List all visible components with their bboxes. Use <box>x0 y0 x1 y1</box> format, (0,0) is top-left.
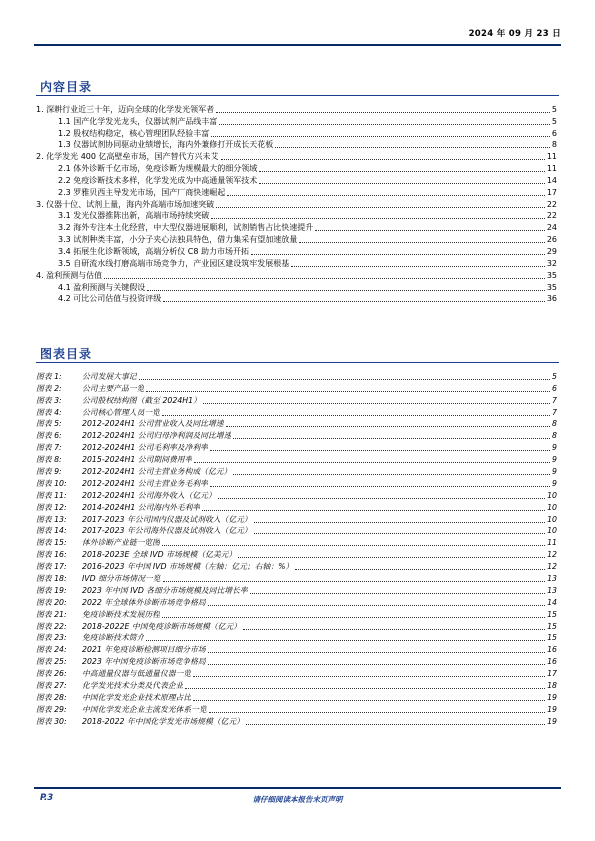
figure-title: 公司主要产品一览 <box>82 383 145 393</box>
toc-dot-leader <box>275 147 550 148</box>
page-number: P.3 <box>40 793 54 803</box>
figure-entry-text <box>36 384 144 394</box>
header-rule <box>34 44 561 46</box>
toc-entry-text: 4.1 盈利预测与关键假设 <box>58 282 146 292</box>
figure-label: 图表 1: <box>36 371 62 381</box>
figure-title: 公司股权结构图（截至 2024H1） <box>82 395 201 405</box>
figure-page-number: 19 <box>547 692 557 702</box>
figure-page-number: 6 <box>552 383 557 393</box>
figure-dot-leader <box>254 522 545 523</box>
toc-page-number: 11 <box>546 152 557 162</box>
figure-entry[interactable] <box>36 632 557 644</box>
disclaimer-note: 请仔细阅读本报告末页声明 <box>252 795 343 804</box>
figure-dot-leader <box>208 605 545 606</box>
toc-title-rule <box>36 95 559 96</box>
figure-label: 图表 29: <box>36 704 67 714</box>
toc-dot-leader <box>216 112 550 113</box>
figure-dot-leader <box>208 664 545 665</box>
figure-title: 2012-2024H1 公司主营业务构成（亿元） <box>82 467 232 477</box>
figure-entry-text <box>36 455 192 465</box>
figure-title: 公司发展大事记 <box>82 371 137 381</box>
figure-entry-text <box>36 574 161 584</box>
toc-title: 内容目录 <box>40 80 93 94</box>
figure-entry-text <box>36 586 248 596</box>
figure-dot-leader <box>162 617 545 618</box>
figure-dot-leader <box>162 545 545 546</box>
figure-label: 图表 30: <box>36 716 67 726</box>
toc-dot-leader <box>211 136 550 137</box>
toc-dot-leader <box>216 207 545 208</box>
figure-title: 公司核心管理人员一览 <box>82 407 160 417</box>
figure-label: 图表 21: <box>36 609 67 619</box>
toc-entry-text: 2.3 罗雅贝西主导发光市场，国产厂商快速崛起 <box>58 187 226 197</box>
toc-entry[interactable] <box>36 293 557 305</box>
toc-entry[interactable] <box>36 162 557 174</box>
toc-entry-text: 1.1 国产化学发光龙头，仪器试剂产品线丰富 <box>58 116 218 126</box>
figure-label: 图表 23: <box>36 633 67 643</box>
figure-entry[interactable] <box>36 572 557 584</box>
figure-page-number: 14 <box>547 597 557 607</box>
figure-title: 体外诊断产业链一览图 <box>82 538 160 548</box>
figure-dot-leader <box>254 533 545 534</box>
figure-title: 化学发光技术分类及代表企业 <box>82 681 184 691</box>
figure-label: 图表 12: <box>36 502 67 512</box>
toc-entry-text: 3. 仪器十位、试剂上量，海内外高端市场加速突破 <box>36 199 215 209</box>
figure-dot-leader <box>146 640 545 641</box>
figure-title: 中国化学发光企业主流发光体系一览 <box>82 704 207 714</box>
figure-dot-leader <box>146 391 550 392</box>
toc-page-number: 22 <box>546 199 557 209</box>
figure-entry[interactable] <box>36 465 557 477</box>
figure-entry-text <box>36 610 160 620</box>
figure-label: 图表 16: <box>36 550 67 560</box>
figure-title: 2018-2023E 全球 IVD 市场规模（亿美元） <box>82 550 237 560</box>
figure-dot-leader <box>203 403 550 404</box>
figure-label: 图表 14: <box>36 526 67 536</box>
toc-dot-leader <box>299 242 545 243</box>
figure-page-number: 15 <box>547 609 557 619</box>
figure-entry[interactable] <box>36 477 557 489</box>
figure-page-number: 9 <box>552 478 557 488</box>
toc-dot-leader <box>104 278 545 279</box>
toc-entry[interactable] <box>36 233 557 245</box>
figure-title: 2022 年全球体外诊断市场竞争格局 <box>82 597 206 607</box>
figure-entry-text <box>36 598 206 608</box>
figure-dot-leader <box>250 593 545 594</box>
figure-entry[interactable] <box>36 370 557 382</box>
figure-entry[interactable] <box>36 429 557 441</box>
figure-page-number: 12 <box>547 550 557 560</box>
toc-dot-leader <box>221 159 545 160</box>
figure-entry-text <box>36 550 236 560</box>
figure-title: 2017-2023 年公司国内仪器及试剂收入（亿元） <box>82 514 252 524</box>
report-date: 2024 年 09 月 23 日 <box>468 29 561 39</box>
toc-entry[interactable] <box>36 103 557 115</box>
figure-page-number: 10 <box>547 502 557 512</box>
figure-title: 2012-2024H1 公司毛利率及净利率 <box>82 443 208 453</box>
figure-title: IVD 细分市场情况一览 <box>82 574 161 584</box>
figure-label: 图表 20: <box>36 597 67 607</box>
figure-page-number: 16 <box>547 657 557 667</box>
figure-entry-text <box>36 717 244 727</box>
toc-entry[interactable] <box>36 127 557 139</box>
figure-dot-leader <box>194 462 550 463</box>
toc-entry[interactable] <box>36 245 557 257</box>
figure-entry[interactable] <box>36 608 557 620</box>
toc-entry[interactable] <box>36 186 557 198</box>
figure-label: 图表 3: <box>36 395 62 405</box>
figure-dot-leader <box>243 629 545 630</box>
figure-page-number: 9 <box>552 443 557 453</box>
figure-entry-text <box>36 467 231 477</box>
toc-dot-leader <box>163 301 545 302</box>
figure-entry[interactable] <box>36 382 557 394</box>
toc-page-number: 35 <box>546 282 557 292</box>
figure-page-number: 10 <box>547 526 557 536</box>
figure-page-number: 9 <box>552 455 557 465</box>
toc-entry[interactable] <box>36 210 557 222</box>
figure-entry-text <box>36 645 206 655</box>
toc-dot-leader <box>259 171 545 172</box>
figure-entry[interactable] <box>36 418 557 430</box>
toc-dot-leader <box>259 183 545 184</box>
figure-label: 图表 22: <box>36 621 67 631</box>
figure-title: 2012-2024H1 公司海外收入（亿元） <box>82 490 216 500</box>
figure-label: 图表 26: <box>36 669 67 679</box>
figure-dot-leader <box>233 474 550 475</box>
figure-dot-leader <box>193 676 545 677</box>
figure-label: 图表 10: <box>36 478 67 488</box>
figure-page-number: 8 <box>552 431 557 441</box>
figure-entry-text <box>36 372 137 382</box>
figure-page-number: 10 <box>547 514 557 524</box>
figure-label: 图表 5: <box>36 419 62 429</box>
figure-dot-leader <box>162 415 550 416</box>
figure-title: 中高通量仪器与低通量仪器一览 <box>82 669 192 679</box>
figure-label: 图表 7: <box>36 443 62 453</box>
toc-entry[interactable] <box>36 281 557 293</box>
figure-entry-text <box>36 669 191 679</box>
figure-entry[interactable] <box>36 715 557 727</box>
toc-page-number: 11 <box>546 164 557 174</box>
figures-title-rule <box>36 362 559 363</box>
figure-entry-text <box>36 419 224 429</box>
toc-list <box>36 103 557 304</box>
figure-page-number: 19 <box>547 704 557 714</box>
figure-title: 2018-2022E 中国免疫诊断市场规模（亿元） <box>82 621 242 631</box>
figure-dot-leader <box>226 426 550 427</box>
figure-dot-leader <box>185 688 545 689</box>
figure-entry-text <box>36 479 208 489</box>
figure-page-number: 17 <box>547 669 557 679</box>
figure-page-number: 11 <box>547 538 557 548</box>
figure-entry[interactable] <box>36 489 557 501</box>
figure-entry[interactable] <box>36 584 557 596</box>
figure-entry[interactable] <box>36 691 557 703</box>
toc-entry-text: 3.5 自研流水线打磨高端市场竞争力，产业园区建设筑牢发展根基 <box>58 258 290 268</box>
figure-page-number: 7 <box>552 395 557 405</box>
figure-dot-leader <box>295 569 545 570</box>
figure-dot-leader <box>208 652 545 653</box>
figure-dot-leader <box>238 557 545 558</box>
figure-entry-text <box>36 633 144 643</box>
figure-dot-leader <box>209 712 545 713</box>
figure-entry-text <box>36 515 252 525</box>
figure-page-number: 15 <box>547 621 557 631</box>
toc-entry[interactable] <box>36 269 557 281</box>
toc-page-number: 6 <box>551 128 557 138</box>
figure-label: 图表 13: <box>36 514 67 524</box>
figure-entry-text <box>36 491 216 501</box>
figure-label: 图表 24: <box>36 645 67 655</box>
figure-dot-leader <box>233 438 550 439</box>
figure-title: 2018-2022 年中国化学发光市场规模（亿元） <box>82 716 244 726</box>
figure-label: 图表 2: <box>36 383 62 393</box>
toc-entry[interactable] <box>36 257 557 269</box>
figure-entry-text <box>36 681 183 691</box>
figure-entry[interactable] <box>36 620 557 632</box>
figure-title: 2021 年免疫诊断检测项目细分市场 <box>82 645 206 655</box>
figure-label: 图表 28: <box>36 692 67 702</box>
figure-title: 2012-2024H1 公司归母净利润及同比增速 <box>82 431 232 441</box>
toc-dot-leader <box>315 230 545 231</box>
figure-page-number: 19 <box>547 716 557 726</box>
figure-entry[interactable] <box>36 441 557 453</box>
figure-entry-text <box>36 396 201 406</box>
figure-entry[interactable] <box>36 394 557 406</box>
figure-title: 2023 年中国 IVD 各细分市场规模及同比增长率 <box>82 585 248 595</box>
toc-page-number: 8 <box>551 140 557 150</box>
toc-page-number: 5 <box>551 104 557 114</box>
figure-dot-leader <box>163 581 546 582</box>
figure-dot-leader <box>210 450 550 451</box>
figure-entry-text <box>36 538 160 548</box>
figure-title: 免疫诊断技术发展历程 <box>82 609 160 619</box>
figure-entry[interactable] <box>36 679 557 691</box>
figure-list <box>36 370 557 727</box>
figure-label: 图表 6: <box>36 431 62 441</box>
toc-entry-text: 2.2 免疫诊断技术多样，化学发光成为中高通量领军技术 <box>58 175 258 185</box>
figure-entry-text <box>36 443 208 453</box>
figure-entry-text <box>36 705 207 715</box>
toc-dot-leader <box>251 254 545 255</box>
toc-entry[interactable] <box>36 115 557 127</box>
figure-label: 图表 19: <box>36 585 67 595</box>
figure-title: 2023 年中国免疫诊断市场竞争格局 <box>82 657 206 667</box>
toc-entry[interactable] <box>36 221 557 233</box>
figure-label: 图表 8: <box>36 455 62 465</box>
figure-label: 图表 18: <box>36 574 67 584</box>
figure-title: 2014-2024H1 公司海内外毛利率 <box>82 502 201 512</box>
figure-entry-text <box>36 657 206 667</box>
toc-entry[interactable] <box>36 139 557 151</box>
figure-entry-text <box>36 431 231 441</box>
figure-dot-leader <box>139 379 550 380</box>
figures-title: 图表目录 <box>40 347 93 361</box>
figure-entry[interactable] <box>36 536 557 548</box>
figure-label: 图表 9: <box>36 467 62 477</box>
figure-page-number: 7 <box>552 407 557 417</box>
figure-entry[interactable] <box>36 525 557 537</box>
figure-entry-text <box>36 562 293 572</box>
figure-entry[interactable] <box>36 513 557 525</box>
figure-dot-leader <box>193 700 545 701</box>
figure-entry-text <box>36 408 160 418</box>
figure-page-number: 9 <box>552 467 557 477</box>
figure-title: 免疫诊断技术简介 <box>82 633 145 643</box>
figure-entry[interactable] <box>36 560 557 572</box>
footer-rule <box>34 787 561 789</box>
figure-dot-leader <box>246 724 545 725</box>
figure-page-number: 13 <box>547 574 557 584</box>
toc-entry-text: 2. 化学发光 400 亿高壁垒市场，国产替代方兴未艾 <box>36 152 219 162</box>
toc-entry-text: 1. 深耕行业近三十年，迈向全球的化学发光领军者 <box>36 104 215 114</box>
figure-entry[interactable] <box>36 655 557 667</box>
figure-page-number: 18 <box>547 681 557 691</box>
figure-entry[interactable] <box>36 501 557 513</box>
toc-entry-text: 2.1 体外诊断千亿市场，免疫诊断为规模最大的细分领域 <box>58 164 258 174</box>
toc-entry-text: 3.2 海外专注本土化经营，中大型仪器进展顺利，试剂销售占比快速提升 <box>58 223 314 233</box>
toc-entry-text: 4. 盈利预测与估值 <box>36 270 103 280</box>
figure-page-number: 13 <box>547 585 557 595</box>
figure-label: 图表 11: <box>36 490 67 500</box>
figure-entry-text <box>36 503 200 513</box>
toc-dot-leader <box>147 290 545 291</box>
toc-page-number: 32 <box>546 258 557 268</box>
toc-entry[interactable] <box>36 150 557 162</box>
figure-page-number: 15 <box>547 633 557 643</box>
figure-title: 2017-2023 年公司海外仪器及试剂收入（亿元） <box>82 526 252 536</box>
toc-entry-text: 3.4 拓展生化诊断领域，高端分析仪 C8 助力市场开拓 <box>58 246 250 256</box>
figure-label: 图表 17: <box>36 562 67 572</box>
figure-entry[interactable] <box>36 406 557 418</box>
figure-title: 2015-2024H1 公司期间费用率 <box>82 455 193 465</box>
toc-dot-leader <box>219 124 550 125</box>
figure-entry-text <box>36 622 241 632</box>
toc-entry[interactable] <box>36 198 557 210</box>
figure-entry[interactable] <box>36 596 557 608</box>
toc-dot-leader <box>211 218 545 219</box>
figure-label: 图表 15: <box>36 538 67 548</box>
figure-label: 图表 25: <box>36 657 67 667</box>
figure-dot-leader <box>202 510 545 511</box>
toc-page-number: 17 <box>546 187 557 197</box>
figure-title: 2012-2024H1 公司营业收入及同比增速 <box>82 419 224 429</box>
figure-entry[interactable] <box>36 453 557 465</box>
toc-entry-text: 3.3 试剂种类丰富，小分子夹心法独具特色，借力集采有望加速放量 <box>58 235 298 245</box>
toc-entry-text: 3.1 发光仪器推陈出新，高端市场持续突破 <box>58 211 210 221</box>
figure-title: 中国化学发光企业技术原理占比 <box>82 692 192 702</box>
toc-page-number: 35 <box>546 270 557 280</box>
figure-entry-text <box>36 693 191 703</box>
figure-dot-leader <box>218 498 545 499</box>
toc-entry[interactable] <box>36 174 557 186</box>
figure-page-number: 8 <box>552 419 557 429</box>
figure-label: 图表 4: <box>36 407 62 417</box>
figure-title: 2016-2023 年中国 IVD 市场规模（左轴：亿元；右轴：%） <box>82 562 294 572</box>
figure-entry[interactable] <box>36 667 557 679</box>
toc-entry-text: 1.2 股权结构稳定，核心管理团队经验丰富 <box>58 128 210 138</box>
toc-entry-text: 1.3 仪器试剂协同驱动业绩增长，海内外兼修打开成长天花板 <box>58 140 274 150</box>
figure-dot-leader <box>210 486 550 487</box>
toc-page-number: 5 <box>551 116 557 126</box>
toc-page-number: 29 <box>546 246 557 256</box>
figure-title: 2012-2024H1 公司主营业务毛利率 <box>82 478 208 488</box>
figure-page-number: 16 <box>547 645 557 655</box>
toc-dot-leader <box>291 266 545 267</box>
toc-entry-text: 4.2 可比公司估值与投资评级 <box>58 294 162 304</box>
toc-page-number: 24 <box>546 223 557 233</box>
figure-entry[interactable] <box>36 643 557 655</box>
figure-entry[interactable] <box>36 703 557 715</box>
figure-entry-text <box>36 526 252 536</box>
figure-label: 图表 27: <box>36 681 67 691</box>
toc-page-number: 26 <box>546 235 557 245</box>
toc-page-number: 36 <box>546 294 557 304</box>
toc-page-number: 14 <box>546 175 557 185</box>
figure-entry[interactable] <box>36 548 557 560</box>
figure-page-number: 10 <box>547 490 557 500</box>
figure-page-number: 12 <box>547 562 557 572</box>
toc-dot-leader <box>227 195 545 196</box>
toc-page-number: 22 <box>546 211 557 221</box>
figure-page-number: 5 <box>552 371 557 381</box>
